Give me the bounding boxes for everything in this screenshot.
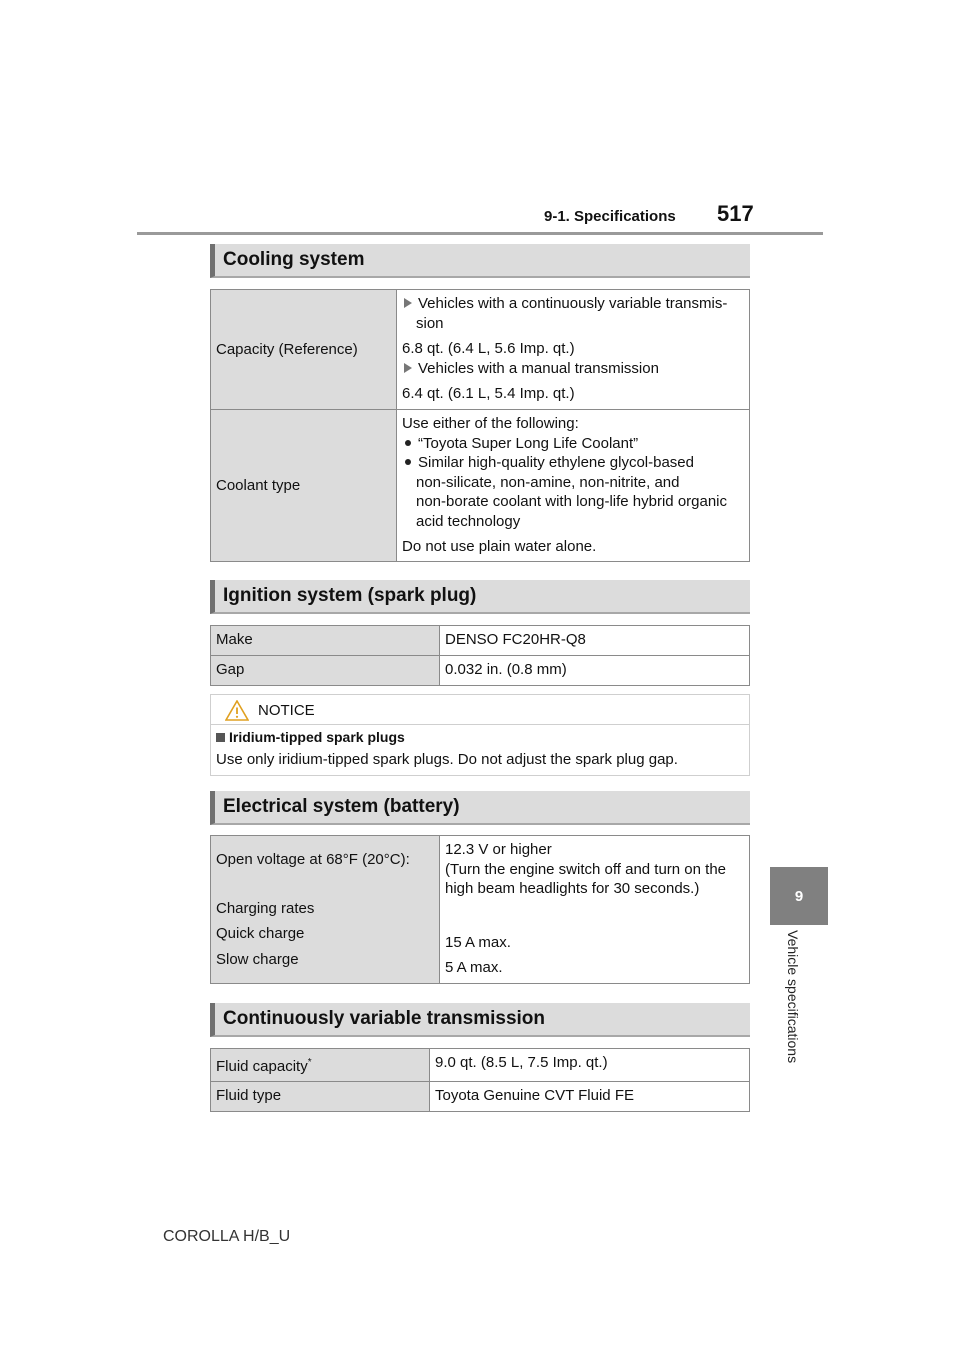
coolant-label — [211, 410, 397, 562]
notice-title: NOTICE — [258, 702, 315, 719]
quick-charge-label: Quick charge — [216, 925, 305, 942]
electrical-table — [210, 835, 750, 984]
voltage-note-line2: high beam headlights for 30 seconds.) — [445, 880, 700, 897]
cooling-table — [210, 289, 750, 562]
make-label: Make — [211, 626, 440, 656]
cvt-line: Vehicles with a continuously variable transmis- — [418, 295, 728, 312]
section-cvt — [210, 1003, 750, 1037]
voltage-value: 12.3 V or higher — [445, 841, 552, 858]
warning-icon — [225, 700, 249, 721]
fluid-capacity-label — [211, 1049, 430, 1082]
cvt-table — [210, 1048, 750, 1112]
fluid-capacity-label-text: Fluid capacity — [216, 1058, 308, 1075]
section-title: Ignition system (spark plug) — [223, 585, 477, 606]
section-title: Continuously variable transmission — [223, 1008, 546, 1029]
voltage-note-line1: (Turn the engine switch off and turn on the — [445, 860, 727, 878]
capacity-label-text: Capacity (Reference) — [216, 340, 358, 358]
notice-text: Use only iridium-tipped spark plugs. Do not adjust the spark plug gap. — [216, 751, 678, 768]
dot-bullet-icon — [405, 440, 411, 446]
list-item — [402, 453, 744, 473]
fluid-type-value: Toyota Genuine CVT Fluid FE — [430, 1082, 750, 1112]
capacity-value — [397, 290, 750, 410]
slow-charge-value: 5 A max. — [445, 959, 503, 976]
footer-model: COROLLA H/B_U — [163, 1228, 291, 1245]
battery-labels — [211, 836, 440, 984]
coolant-intro: Use either of the following: — [402, 415, 579, 432]
section-title: Cooling system — [223, 249, 365, 270]
table-row — [211, 626, 750, 656]
triangle-bullet-icon — [404, 298, 412, 308]
cvt-capacity-value: 6.8 qt. (6.4 L, 5.6 Imp. qt.) — [402, 340, 575, 357]
gap-value: 0.032 in. (0.8 mm) — [440, 656, 750, 686]
chapter-side-label: Vehicle specifications — [785, 930, 801, 1064]
gap-label: Gap — [211, 656, 440, 686]
table-row — [211, 836, 750, 984]
chapter-tab[interactable]: 9 — [770, 867, 828, 925]
notice-box — [210, 694, 750, 776]
charging-label: Charging rates — [216, 899, 315, 917]
cvt-line-cont: sion — [416, 314, 444, 332]
section-title: Electrical system (battery) — [223, 796, 460, 817]
coolant-value — [397, 410, 750, 562]
section-ignition-system — [210, 580, 750, 614]
table-row — [211, 1082, 750, 1112]
mt-line: Vehicles with a manual transmission — [418, 359, 659, 377]
dot-bullet-icon — [405, 459, 411, 465]
quick-charge-value: 15 A max. — [445, 933, 511, 951]
notice-subtitle — [216, 729, 405, 745]
notice-header — [211, 695, 749, 725]
table-row — [211, 656, 750, 686]
notice-subtitle-text: Iridium-tipped spark plugs — [229, 729, 405, 745]
coolant-label-text: Coolant type — [216, 476, 301, 494]
list-item — [402, 434, 744, 454]
coolant-option-1: “Toyota Super Long Life Coolant” — [418, 434, 639, 452]
fluid-capacity-value: 9.0 qt. (8.5 L, 7.5 Imp. qt.) — [430, 1049, 750, 1082]
section-cooling-system — [210, 244, 750, 278]
coolant-option-2-line4: acid technology — [416, 512, 521, 530]
header-rule — [137, 232, 823, 235]
coolant-note: Do not use plain water alone. — [402, 538, 597, 555]
footnote-mark: * — [307, 1057, 312, 1068]
table-row — [211, 410, 750, 562]
voltage-label: Open voltage at 68°F (20°C): — [216, 851, 410, 868]
mt-capacity-value: 6.4 qt. (6.1 L, 5.4 Imp. qt.) — [402, 385, 575, 402]
battery-values — [440, 836, 750, 984]
capacity-label — [211, 290, 397, 410]
page-number: 517 — [717, 201, 754, 226]
fluid-type-label: Fluid type — [211, 1082, 430, 1112]
coolant-option-2-line2: non-silicate, non-amine, non-nitrite, and — [416, 473, 680, 491]
coolant-option-2-line3: non-borate coolant with long-life hybrid organic — [416, 493, 728, 510]
section-electrical-system — [210, 791, 750, 825]
make-value: DENSO FC20HR-Q8 — [440, 626, 750, 656]
table-row — [211, 1049, 750, 1082]
list-item — [402, 294, 744, 314]
coolant-option-2: Similar high-quality ethylene glycol-based — [418, 454, 694, 471]
list-item — [402, 359, 744, 379]
table-row — [211, 290, 750, 410]
triangle-bullet-icon — [404, 363, 412, 373]
ignition-table — [210, 625, 750, 686]
header-section-title: 9-1. Specifications — [544, 208, 676, 225]
square-bullet-icon — [216, 733, 225, 742]
slow-charge-label: Slow charge — [216, 950, 299, 968]
